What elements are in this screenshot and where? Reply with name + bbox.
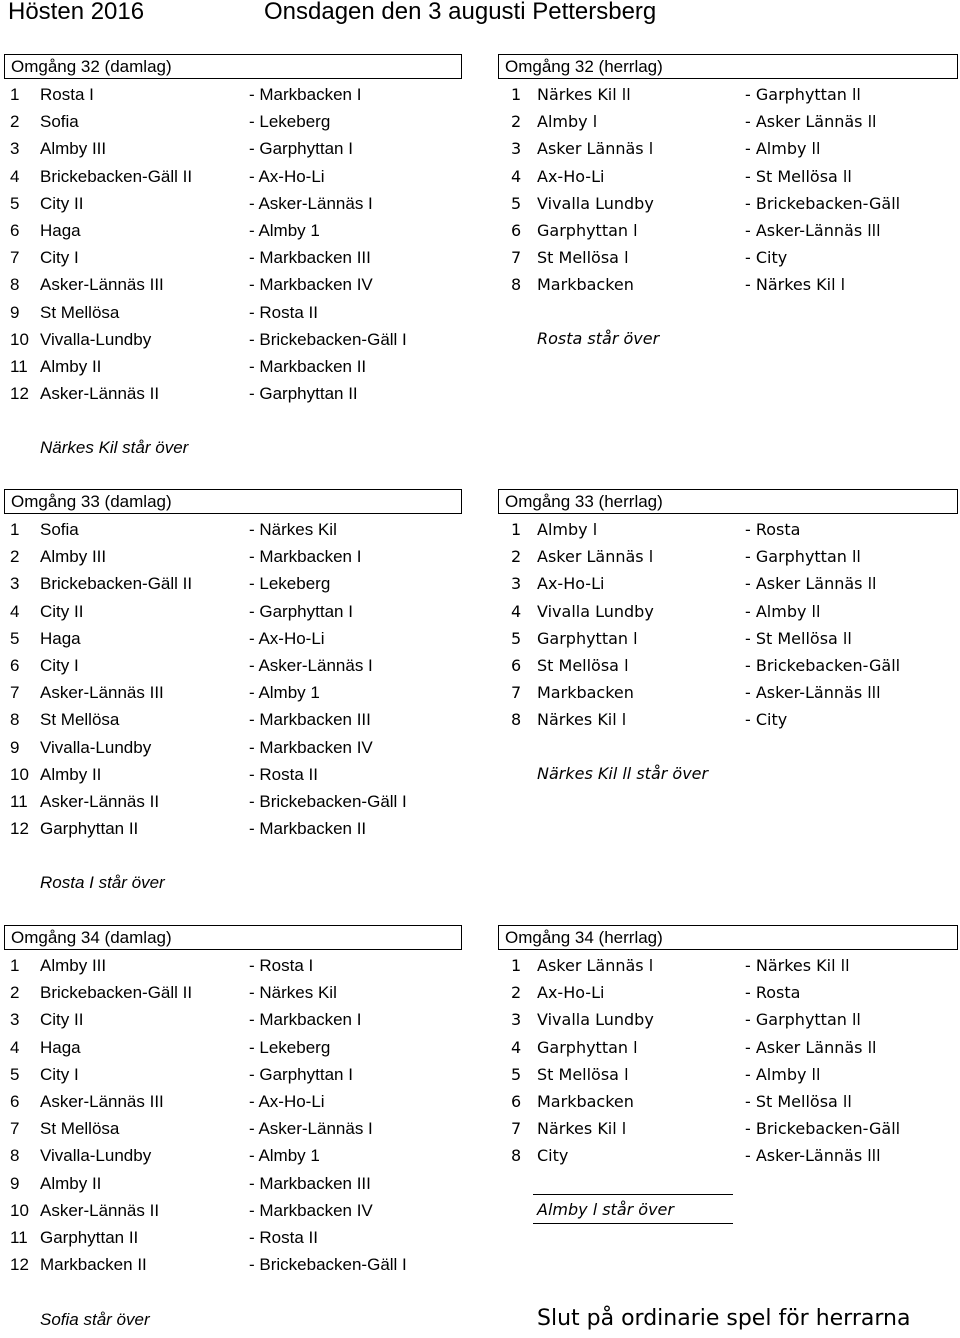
home-team: Vivalla Lundby <box>537 1010 654 1030</box>
away-team: - Lekeberg <box>249 1037 331 1057</box>
home-team: Sofia <box>40 520 79 539</box>
home-team: Ax-Ho-Li <box>537 574 605 594</box>
home-team: Markbacken <box>537 275 634 295</box>
home-team: Haga <box>40 628 81 648</box>
away-team: - Markbacken II <box>249 357 367 376</box>
herrlag-match-row <box>0 1142 960 1169</box>
away-team: - City <box>745 248 788 268</box>
match-number: 7 <box>10 248 20 268</box>
home-team: Asker-Lännäs II <box>40 1200 160 1220</box>
footer-note: Slut på ordinarie spel för herrarna <box>537 1306 911 1331</box>
match-number: 1 <box>511 520 522 539</box>
match-number: 10 <box>10 1200 29 1220</box>
home-team: City II <box>40 601 84 621</box>
away-team: - Ax-Ho-Li <box>249 166 325 186</box>
home-team: Vivalla-Lundby <box>40 1146 152 1166</box>
match-number: 6 <box>10 1092 20 1111</box>
match-number: 4 <box>511 1037 522 1057</box>
match-number: 7 <box>511 683 522 703</box>
home-team: City <box>537 1146 569 1166</box>
match-number: 1 <box>10 956 20 975</box>
home-team: Asker Lännäs l <box>537 956 654 975</box>
match-number: 2 <box>10 547 20 567</box>
away-team: - Asker-Lännäs lll <box>745 1146 881 1166</box>
match-number: 12 <box>10 384 29 404</box>
home-team: St Mellösa l <box>537 248 629 268</box>
home-team: St Mellösa <box>40 302 120 322</box>
damlag-match-row <box>0 788 480 815</box>
match-number: 1 <box>511 956 522 975</box>
match-number: 7 <box>10 1119 20 1139</box>
damlag-match-row <box>0 734 480 761</box>
away-team: - Rosta II <box>249 302 318 322</box>
match-number: 6 <box>10 221 20 240</box>
home-team: Almby l <box>537 112 598 132</box>
herrlag-match-row <box>0 217 960 244</box>
herrlag-bye-note: Almby l står över <box>537 1199 674 1219</box>
match-number: 4 <box>511 166 522 186</box>
damlag-match-row <box>0 1170 480 1197</box>
away-team: - Närkes Kil l <box>745 275 846 295</box>
home-team: City II <box>40 193 84 213</box>
damlag-match-row <box>0 380 480 407</box>
home-team: St Mellösa <box>40 1119 120 1139</box>
home-team: Asker Lännäs l <box>537 547 654 567</box>
herrlag-match-row <box>0 979 960 1006</box>
home-team: Brickebacken-Gäll II <box>40 574 193 594</box>
home-team: Asker-Lännäs III <box>40 275 164 295</box>
away-team: - Garphyttan ll <box>745 85 861 104</box>
away-team: - Garphyttan I <box>249 601 353 621</box>
home-team: Vivalla-Lundby <box>40 737 152 757</box>
herrlag-match-row <box>0 190 960 217</box>
home-team: Vivalla Lundby <box>537 601 654 621</box>
away-team: - Markbacken I <box>249 547 362 567</box>
match-number: 8 <box>511 275 522 295</box>
home-team: Garphyttan l <box>537 221 638 240</box>
away-team: - Markbacken IV <box>249 1200 373 1220</box>
damlag-match-row <box>0 1251 480 1278</box>
home-team: St Mellösa l <box>537 656 629 675</box>
herrlag-match-row <box>0 1006 960 1033</box>
herrlag-match-row <box>0 598 960 625</box>
match-number: 8 <box>10 275 20 295</box>
match-number: 6 <box>511 221 522 240</box>
damlag-match-row <box>0 761 480 788</box>
season-title: Hösten 2016 <box>8 0 145 25</box>
away-team: - Brickebacken-Gäll <box>745 656 901 675</box>
away-team: - Garphyttan I <box>249 1064 353 1084</box>
match-number: 12 <box>10 819 29 839</box>
away-team: - Garphyttan I <box>249 139 353 159</box>
damlag-bye-note: Sofia står över <box>40 1310 150 1329</box>
away-team: - Garphyttan ll <box>745 547 861 567</box>
match-number: 9 <box>10 1173 20 1193</box>
away-team: - St Mellösa ll <box>745 1092 852 1111</box>
home-team: Vivalla-Lundby <box>40 329 152 349</box>
away-team: - Markbacken III <box>249 1173 371 1193</box>
match-number: 5 <box>511 628 522 648</box>
home-team: Haga <box>40 221 81 240</box>
away-team: - Brickebacken-Gäll <box>745 193 901 213</box>
away-team: - Almby 1 <box>249 221 320 240</box>
away-team: - Almby ll <box>745 601 821 621</box>
herrlag-match-row <box>0 543 960 570</box>
away-team: - Markbacken I <box>249 1010 362 1030</box>
away-team: - Garphyttan II <box>249 384 358 404</box>
home-team: Almby III <box>40 139 107 159</box>
match-number: 3 <box>10 139 20 159</box>
home-team: City I <box>40 656 79 675</box>
home-team: Asker Lännäs l <box>537 139 654 159</box>
match-number: 4 <box>10 601 20 621</box>
home-team: Haga <box>40 1037 81 1057</box>
away-team: - Markbacken III <box>249 248 371 268</box>
away-team: - Rosta II <box>249 1228 318 1247</box>
away-team: - Garphyttan ll <box>745 1010 861 1030</box>
match-number: 6 <box>10 656 20 675</box>
home-team: St Mellösa l <box>537 1064 629 1084</box>
home-team: City I <box>40 1064 79 1084</box>
home-team: Almby III <box>40 547 107 567</box>
page-title: Onsdagen den 3 augusti Pettersberg <box>264 0 657 25</box>
home-team: Almby III <box>40 956 107 975</box>
away-team: - Ax-Ho-Li <box>249 1092 325 1111</box>
match-number: 2 <box>10 983 20 1003</box>
herrlag-match-row <box>0 1088 960 1115</box>
away-team: - Markbacken I <box>249 85 362 104</box>
herrlag-match-row <box>0 625 960 652</box>
herrlag-match-row <box>0 81 960 108</box>
damlag-match-row <box>0 326 480 353</box>
home-team: Almby l <box>537 520 598 539</box>
match-number: 5 <box>511 1064 522 1084</box>
away-team: - Asker-Lännäs lll <box>745 683 881 703</box>
away-team: - Ax-Ho-Li <box>249 628 325 648</box>
away-team: - Asker-Lännäs I <box>249 656 373 675</box>
away-team: - Almby ll <box>745 139 821 159</box>
home-team: Asker-Lännäs III <box>40 1092 164 1111</box>
match-number: 11 <box>10 792 28 811</box>
away-team: - Asker Lännäs ll <box>745 112 877 132</box>
match-number: 1 <box>10 520 20 539</box>
home-team: Asker-Lännäs III <box>40 683 164 703</box>
home-team: St Mellösa <box>40 710 120 730</box>
damlag-bye-note: Närkes Kil står över <box>40 438 189 457</box>
herrlag-match-row <box>0 1034 960 1061</box>
away-team: - Brickebacken-Gäll <box>745 1119 901 1139</box>
away-team: - Markbacken IV <box>249 737 373 757</box>
home-team: Närkes Kil ll <box>537 85 631 104</box>
home-team: Närkes Kil l <box>537 710 627 730</box>
herrlag-match-row <box>0 516 960 543</box>
away-team: - Närkes Kil <box>249 983 337 1003</box>
home-team: Almby II <box>40 357 102 376</box>
home-team: Garphyttan l <box>537 628 638 648</box>
herrlag-match-row <box>0 271 960 298</box>
away-team: - Rosta <box>745 520 801 539</box>
match-number: 6 <box>511 1092 522 1111</box>
match-number: 6 <box>511 656 522 675</box>
match-number: 9 <box>10 302 20 322</box>
home-team: City I <box>40 248 79 268</box>
match-number: 10 <box>10 329 29 349</box>
home-team: Brickebacken-Gäll II <box>40 166 193 186</box>
match-number: 8 <box>511 1146 522 1166</box>
damlag-match-row <box>0 299 480 326</box>
away-team: - City <box>745 710 788 730</box>
away-team: - Almby 1 <box>249 683 320 703</box>
home-team: Närkes Kil l <box>537 1119 627 1139</box>
away-team: - Asker Lännäs ll <box>745 574 877 594</box>
home-team: Garphyttan II <box>40 1228 139 1247</box>
herrlag-round-title: Omgång 33 (herrlag) <box>498 489 958 514</box>
away-team: - Almby 1 <box>249 1146 320 1166</box>
herrlag-bye-note: Närkes Kil ll står över <box>537 763 709 783</box>
herrlag-match-row <box>0 570 960 597</box>
away-team: - Markbacken III <box>249 710 371 730</box>
match-number: 2 <box>10 112 20 132</box>
away-team: - Asker-Lännäs lll <box>745 221 881 240</box>
match-number: 2 <box>511 983 522 1003</box>
home-team: City II <box>40 1010 84 1030</box>
away-team: - Almby ll <box>745 1064 821 1084</box>
home-team: Markbacken <box>537 683 634 703</box>
match-number: 1 <box>10 85 20 104</box>
match-number: 3 <box>511 1010 522 1030</box>
match-number: 7 <box>10 683 20 703</box>
damlag-round-title: Omgång 33 (damlag) <box>4 489 462 514</box>
damlag-round-title: Omgång 34 (damlag) <box>4 925 462 950</box>
home-team: Almby II <box>40 1173 102 1193</box>
match-number: 3 <box>511 139 522 159</box>
home-team: Asker-Lännäs II <box>40 792 160 811</box>
away-team: - Brickebacken-Gäll I <box>249 329 407 349</box>
herrlag-match-row <box>0 244 960 271</box>
away-team: - St Mellösa ll <box>745 628 852 648</box>
herrlag-bye-note: Rosta står över <box>537 328 660 348</box>
match-number: 4 <box>10 1037 20 1057</box>
away-team: - Asker Lännäs ll <box>745 1037 877 1057</box>
away-team: - Lekeberg <box>249 112 331 132</box>
match-number: 10 <box>10 764 29 784</box>
herrlag-match-row <box>0 108 960 135</box>
damlag-bye-note: Rosta I står över <box>40 873 165 892</box>
match-number: 5 <box>511 193 522 213</box>
match-number: 5 <box>10 628 20 648</box>
match-number: 8 <box>511 710 522 730</box>
match-number: 4 <box>511 601 522 621</box>
match-number: 11 <box>10 357 28 376</box>
herrlag-match-row <box>0 679 960 706</box>
herrlag-match-row <box>0 952 960 979</box>
away-team: - Närkes Kil ll <box>745 956 850 975</box>
match-number: 8 <box>10 710 20 730</box>
home-team: Markbacken <box>537 1092 634 1111</box>
home-team: Ax-Ho-Li <box>537 983 605 1003</box>
match-number: 3 <box>10 574 20 594</box>
home-team: Brickebacken-Gäll II <box>40 983 193 1003</box>
home-team: Markbacken II <box>40 1255 147 1275</box>
home-team: Almby II <box>40 764 102 784</box>
damlag-match-row <box>0 353 480 380</box>
home-team: Garphyttan l <box>537 1037 638 1057</box>
match-number: 4 <box>10 166 20 186</box>
home-team: Asker-Lännäs II <box>40 384 160 404</box>
herrlag-match-row <box>0 135 960 162</box>
away-team: - Asker-Lännäs I <box>249 193 373 213</box>
match-number: 5 <box>10 1064 20 1084</box>
damlag-round-title: Omgång 32 (damlag) <box>4 54 462 79</box>
match-number: 2 <box>511 547 522 567</box>
herrlag-round-title: Omgång 34 (herrlag) <box>498 925 958 950</box>
match-number: 11 <box>10 1228 28 1247</box>
match-number: 5 <box>10 193 20 213</box>
herrlag-match-row <box>0 1061 960 1088</box>
match-number: 8 <box>10 1146 20 1166</box>
herrlag-match-row <box>0 1115 960 1142</box>
match-number: 1 <box>511 85 522 104</box>
herrlag-round-title: Omgång 32 (herrlag) <box>498 54 958 79</box>
home-team: Rosta I <box>40 85 94 104</box>
away-team: - St Mellösa ll <box>745 166 852 186</box>
match-number: 3 <box>511 574 522 594</box>
home-team: Sofia <box>40 112 79 132</box>
home-team: Vivalla Lundby <box>537 193 654 213</box>
herrlag-match-row <box>0 652 960 679</box>
home-team: Ax-Ho-Li <box>537 166 605 186</box>
away-team: - Lekeberg <box>249 574 331 594</box>
damlag-match-row <box>0 1197 480 1224</box>
away-team: - Rosta II <box>249 764 318 784</box>
away-team: - Brickebacken-Gäll I <box>249 792 407 811</box>
away-team: - Markbacken IV <box>249 275 373 295</box>
away-team: - Asker-Lännäs I <box>249 1119 373 1139</box>
away-team: - Markbacken II <box>249 819 367 839</box>
match-number: 2 <box>511 112 522 132</box>
herrlag-match-row <box>0 163 960 190</box>
match-number: 9 <box>10 737 20 757</box>
match-number: 7 <box>511 248 522 268</box>
home-team: Garphyttan II <box>40 819 139 839</box>
match-number: 12 <box>10 1255 29 1275</box>
away-team: - Närkes Kil <box>249 520 337 539</box>
match-number: 3 <box>10 1010 20 1030</box>
damlag-match-row <box>0 1224 480 1251</box>
away-team: - Brickebacken-Gäll I <box>249 1255 407 1275</box>
match-number: 7 <box>511 1119 522 1139</box>
away-team: - Rosta I <box>249 956 314 975</box>
away-team: - Rosta <box>745 983 801 1003</box>
herrlag-match-row <box>0 706 960 733</box>
damlag-match-row <box>0 815 480 842</box>
